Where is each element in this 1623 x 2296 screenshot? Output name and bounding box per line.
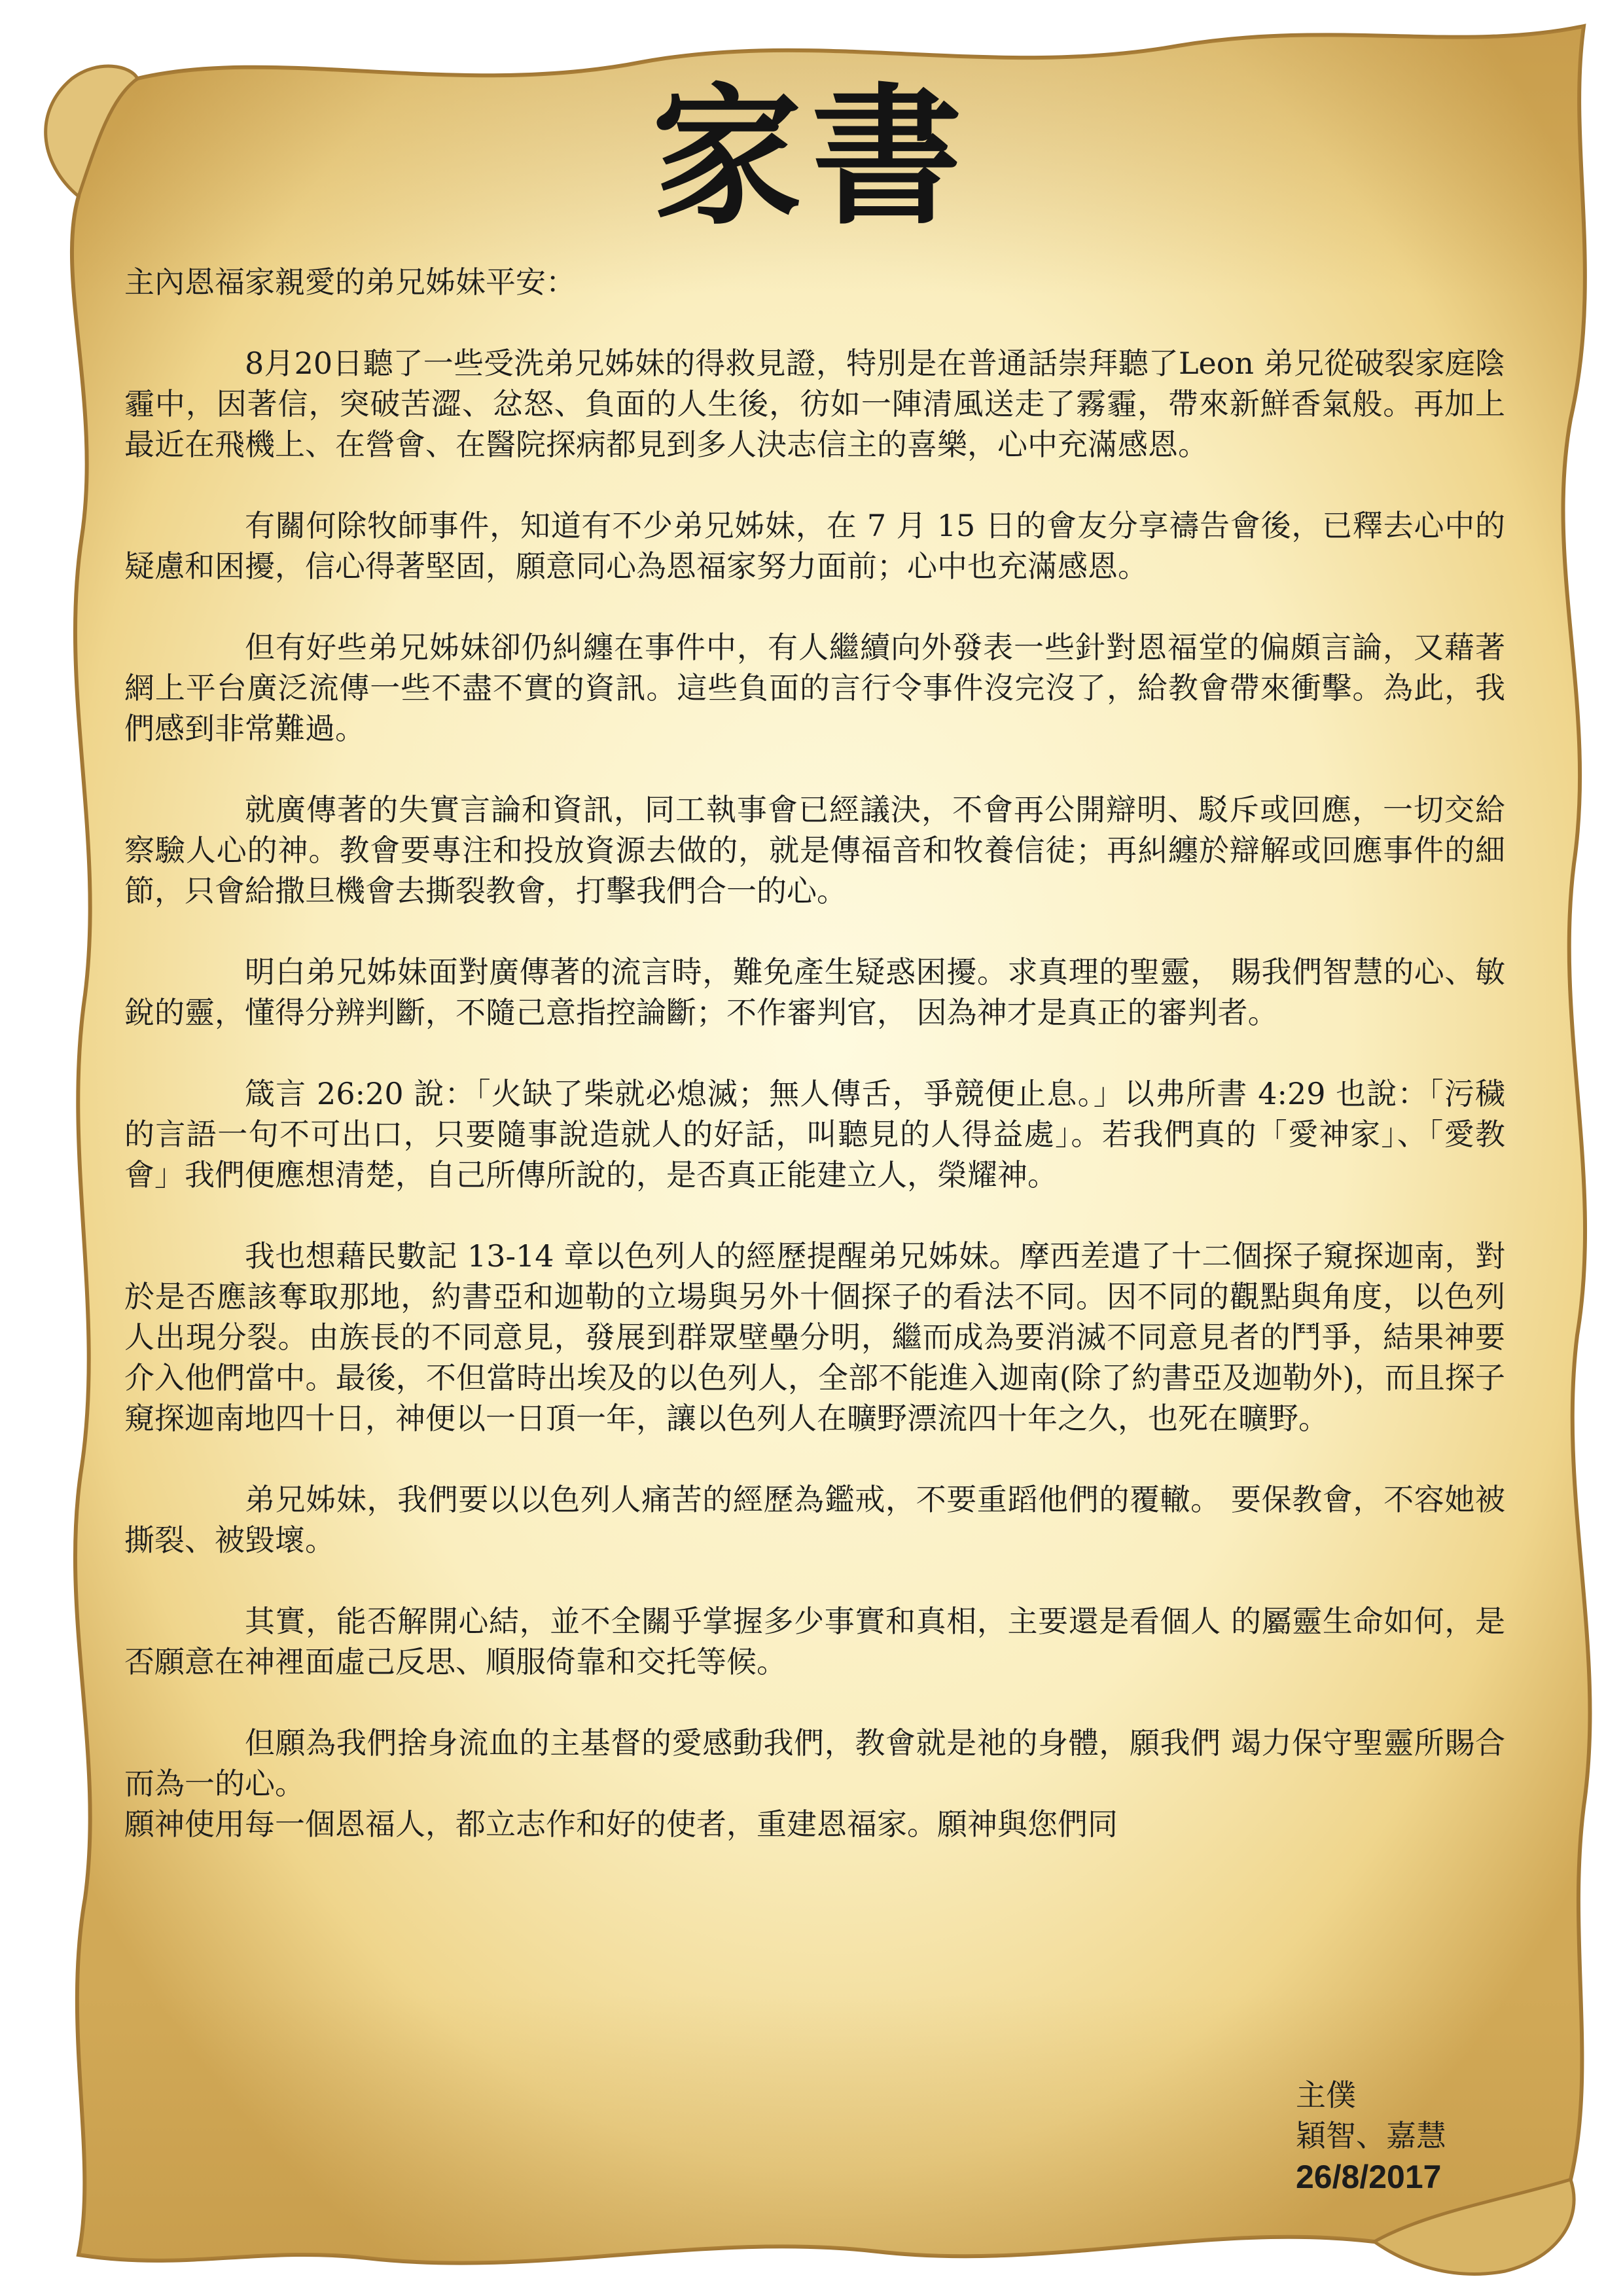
- paragraph: 就廣傳著的失實言論和資訊，同工執事會已經議決，不會再公開辯明、駁斥或回應，一切交給察驗人心的神。教會要專注和投放資源去做的，就是傳福音和牧養信徒；再糾纏於辯解或回應事件的細節，只會給撒旦機會去撕裂教會，打擊我們合一的心。: [124, 792, 1505, 908]
- signature-block: [1296, 2075, 1492, 2198]
- signature-title: 主僕: [1296, 2077, 1356, 2113]
- paragraph: 但願為我們捨身流血的主基督的愛感動我們，教會就是祂的身體，願我們 竭力保守聖靈所賜合而為一的心。: [124, 1725, 1505, 1801]
- paragraph: 我也想藉民數記 13-14 章以色列人的經歷提醒弟兄姊妹。摩西差遣了十二個探子窺探迦南，對於是否應該奪取那地，約書亞和迦勒的立場與另外十個探子的看法不同。因不同的觀點與角度，以色列人出現分裂。由族長的不同意見，發展到群眾壁壘分明，繼而成為要消滅不同意見者的鬥爭，結果神要介入他們當中。最後，不但當時出埃及的以色列人，全部不能進入迦南(除了約書亞及迦勒外)，而且探子窺探迦南地四十日，神便以一日頂一年，讓以色列人在曠野漂流四十年之久，也死在曠野。: [124, 1238, 1505, 1436]
- closing-line: 願神使用每一個恩福人，都立志作和好的使者，重建恩福家。願神與您們同: [124, 1806, 1118, 1842]
- signature-date: 26/8/2017: [1296, 2159, 1442, 2195]
- paragraph: 箴言 26:20 說：「火缺了柴就必熄滅；無人傳舌，爭競便止息。」以弗所書 4:29 也說：「污穢的言語一句不可出口，只要隨事說造就人的好話，叫聽見的人得益處」。若我們真的「愛神家」、「愛教會」我們便應想清楚，自己所傳所說的，是否真正能建立人，榮耀神。: [124, 1076, 1505, 1193]
- paragraph: 有關何除牧師事件，知道有不少弟兄姊妹，在 7 月 15 日的會友分享禱告會後，已釋去心中的疑慮和困擾，信心得著堅固，願意同心為恩福家努力面前；心中也充滿感恩。: [124, 508, 1505, 584]
- greeting-line: 主內恩福家親愛的弟兄姊妹平安：: [124, 264, 576, 300]
- paragraph: 明白弟兄姊妹面對廣傳著的流言時，難免產生疑惑困擾。求真理的聖靈， 賜我們智慧的心、敏銳的靈，懂得分辨判斷，不隨己意指控論斷；不作審判官， 因為神才是真正的審判者。: [124, 954, 1505, 1030]
- signature-names: 穎智、嘉慧: [1296, 2118, 1446, 2153]
- paragraph: 8月20日聽了一些受洗弟兄姊妹的得救見證，特別是在普通話崇拜聽了Leon 弟兄從破裂家庭陰霾中，因著信，突破苦澀、忿怒、負面的人生後，彷如一陣清風送走了霧霾，帶來新鮮香氣般。再加上最近在飛機上、在營會、在醫院探病都見到多人決志信主的喜樂，心中充滿感恩。: [124, 346, 1505, 462]
- page-title: 家書: [651, 69, 971, 245]
- letter-body: [124, 262, 1505, 1844]
- paragraph: 弟兄姊妹，我們要以以色列人痛苦的經歷為鑑戒，不要重蹈他們的覆轍。 要保教會，不容她被撕裂、被毀壞。: [124, 1482, 1505, 1558]
- paragraph: 但有好些弟兄姊妹卻仍糾纏在事件中，有人繼續向外發表一些針對恩福堂的偏頗言論，又藉著網上平台廣泛流傳一些不盡不實的資訊。這些負面的言行令事件沒完沒了，給教會帶來衝擊。為此，我們感到非常難過。: [124, 630, 1505, 746]
- paragraph: 其實，能否解開心結，並不全關乎掌握多少事實和真相，主要還是看個人 的屬靈生命如何，是否願意在神裡面虛己反思、順服倚靠和交托等候。: [124, 1604, 1505, 1679]
